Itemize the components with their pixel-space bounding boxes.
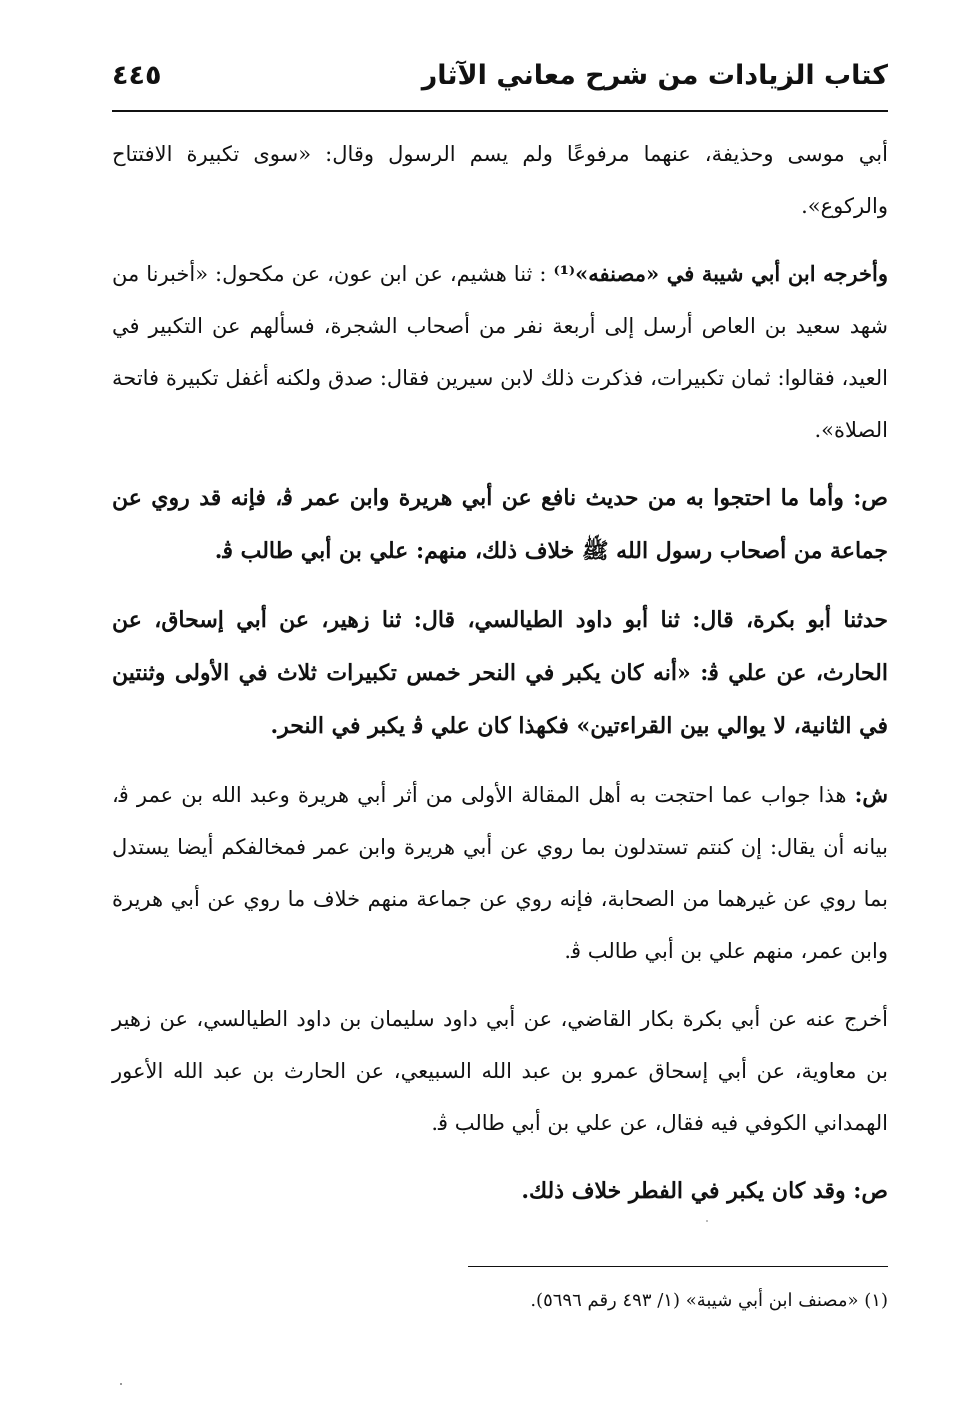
paragraph-5 — [112, 769, 888, 977]
footnote-divider — [468, 1266, 888, 1267]
paragraph-3 — [112, 472, 888, 578]
paragraph-7 — [112, 1165, 888, 1218]
paragraph-text: هذا جواب عما احتجت به أهل المقالة الأولى من أثر أبي هريرة وعبد الله بن عمر ﭬ، بيانه أن يقال: إن كنتم تستدلون بما روي عن أبي هريرة وابن عمر فمخالفكم أيضا يستدل بما روي عن غيرهما من الصحابة، فإنه روي عن جماعة منهم خلاف ما روي عن أبي هريرة وابن عمر، منهم علي بن أبي طالب ﭬ. — [112, 783, 888, 963]
page-number: ٤٤٥ — [112, 60, 162, 91]
paragraph-4 — [112, 594, 888, 753]
paragraph-6 — [112, 993, 888, 1149]
paragraph-text: حدثنا أبو بكرة، قال: ثنا أبو داود الطيالسي، قال: ثنا زهير، عن أبي إسحاق، عن الحارث، عن علي ﭬ: «أنه كان يكبر في النحر خمس تكبيرات ثلاث في الأولى وثنتين في الثانية، لا يوالي بين القراءتين» فكهذا كان علي ﭬ يكبر في النحر. — [112, 607, 888, 739]
paragraph-text: وأما ما احتجوا به من حديث نافع عن أبي هريرة وابن عمر ﭬ، فإنه قد روي عن جماعة من أصحاب رسول الله ﷺ خلاف ذلك، منهم: علي بن أبي طالب ﭬ. — [112, 485, 888, 564]
paragraph-1 — [112, 128, 888, 232]
scan-speck — [706, 1220, 708, 1222]
paragraph-lead: ص: — [853, 485, 888, 511]
paragraph-text: : ثنا هشيم، عن ابن عون، عن مكحول: «أخبرنا من شهد سعيد بن العاص أرسل إلى أربعة نفر من أصحاب الشجرة، فسألهم عن التكبير في العيد، فقالوا: ثمان تكبيرات، فذكرت ذلك لابن سيرين فقال: صدق ولكنه أغفل تكبيرة فاتحة الصلاة». — [112, 262, 888, 442]
page-header — [112, 52, 888, 112]
paragraph-lead: ص: — [853, 1178, 888, 1204]
footnote: (١) «مصنف ابن أبي شيبة» (١/ ٤٩٣ رقم ٥٦٩٦). — [530, 1290, 888, 1311]
running-title: كتاب الزيادات من شرح معاني الآثار — [421, 60, 888, 91]
paragraph-lead: وأخرجه ابن أبي شيبة في «مصنفه»⁽¹⁾ — [553, 261, 888, 286]
paragraph-text: أخرج عنه عن أبي بكرة بكار القاضي، عن أبي داود سليمان بن داود الطيالسي، عن زهير بن معاوية، عن أبي إسحاق عمرو بن عبد الله السبيعي، عن الحارث بن عبد الله الأعور الهمداني الكوفي فيه فقال، عن علي بن أبي طالب ﭬ. — [112, 1007, 888, 1135]
paragraph-2 — [112, 248, 888, 456]
paragraph-text: أبي موسى وحذيفة، عنهما مرفوعًا ولم يسم الرسول وقال: «سوى تكبيرة الافتتاح والركوع». — [112, 142, 888, 218]
paragraph-lead: ش: — [854, 782, 888, 807]
page-body — [112, 128, 888, 1234]
paragraph-text: وقد كان يكبر في الفطر خلاف ذلك. — [521, 1178, 846, 1204]
scan-speck — [120, 1383, 122, 1385]
